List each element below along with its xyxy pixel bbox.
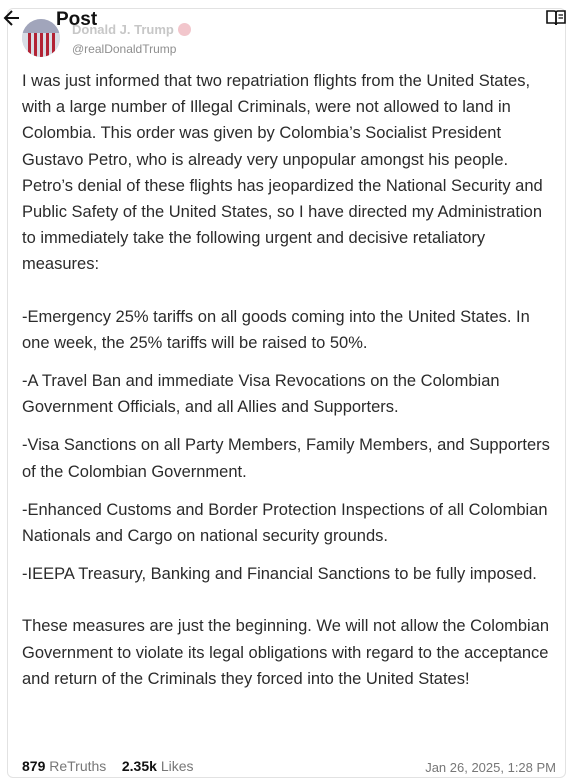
- top-bar: [0, 0, 574, 40]
- measure-item: -IEEPA Treasury, Banking and Financial Sanctions to be fully imposed.: [22, 565, 537, 584]
- author-handle[interactable]: @realDonaldTrump: [72, 42, 177, 56]
- reader-mode-icon[interactable]: [546, 9, 566, 27]
- post-body: [22, 68, 558, 692]
- measure-item: -Emergency 25% tariffs on all goods coming into the United States. In one week, the 25% tariffs will be raised to 50%.: [22, 307, 530, 352]
- back-arrow-icon[interactable]: [2, 7, 22, 29]
- likes-stat[interactable]: [122, 758, 194, 774]
- post-closing: These measures are just the beginning. We will not allow the Colombian Government to violate its legal obligations with regard to the acceptance and return of the Criminals they forced into the United States!: [22, 617, 550, 688]
- measure-item: -A Travel Ban and immediate Visa Revocations on the Colombian Government Officials, and all Allies and Supporters.: [22, 372, 500, 417]
- post-stats: [22, 758, 556, 774]
- retruths-label: ReTruths: [49, 758, 107, 774]
- retruths-count: 879: [22, 758, 46, 774]
- page-title: Post: [56, 9, 98, 30]
- measure-item: -Enhanced Customs and Border Protection Inspections of all Colombian Nationals and Cargo on national security grounds.: [22, 500, 548, 546]
- retruths-stat[interactable]: [22, 758, 110, 774]
- likes-label: Likes: [160, 758, 194, 774]
- author-name[interactable]: Donald J. Trump: [72, 22, 191, 37]
- measure-item: -Visa Sanctions on all Party Members, Family Members, and Supporters of the Colombian Government.: [22, 436, 550, 481]
- post-paragraph: I was just informed that two repatriation flights from the United States, with a large number of Illegal Criminals, were not allowed to land in Colombia. This order was given by Colombia’s Socialist President Gustavo Petro, who is already very unpopular amongst his people. Petro’s denial of these flights has jeopardized the National Security and Public Safety of the United States, so I have directed my Administration to immediately take the following urgent and decisive retaliatory measures:: [22, 72, 543, 274]
- post-timestamp: Jan 26, 2025, 1:28 PM: [425, 760, 556, 775]
- likes-count: 2.35k: [121, 758, 157, 774]
